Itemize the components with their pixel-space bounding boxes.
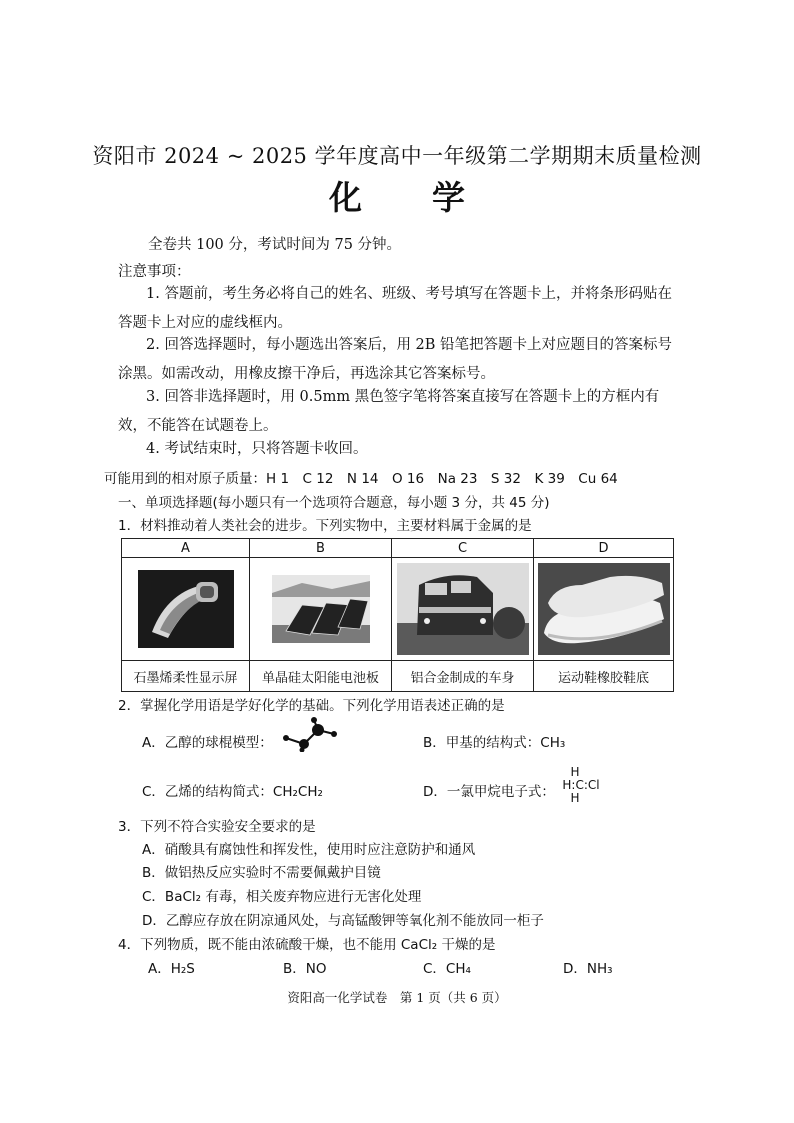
q3-option-c: C．BaCl₂ 有毒，相关废弃物应进行无害化处理 [142,889,422,905]
q3-option-a: A．硝酸具有腐蚀性和挥发性，使用时应注意防护和通风 [142,842,476,858]
ethanol-ball-stick-model [274,716,346,752]
option-header: A [122,539,250,558]
subject-title: 化学 [329,178,535,217]
option-label: 铝合金制成的车身 [392,661,534,692]
score-time: 全卷共 100 分，考试时间为 75 分钟。 [148,237,402,253]
option-label: 单晶硅太阳能电池板 [250,661,392,692]
option-header: B [250,539,392,558]
option-label: 石墨烯柔性显示屏 [122,661,250,692]
notice-title: 注意事项： [118,264,191,280]
q4-option-c: C．CH₄ [423,961,471,977]
q3-option-b: B．做铝热反应实验时不需要佩戴护目镜 [142,865,381,881]
notice-item: 2. 回答选择题时，每小题选出答案后，用 2B 铅笔把答题卡上对应题目的答案标号涂黑。如需改动，用橡皮擦干净后，再选涂其它答案标号。 [118,337,673,382]
exam-title: 资阳市 2024 ~ 2025 学年度高中一年级第二学期期末质量检测 [92,144,702,168]
solar-panel-photo [250,558,392,661]
formula-bottom-h: H [570,791,580,805]
q2-option-d: D．一氯甲烷电子式： [423,784,555,800]
question-1-stem: 1．材料推动着人类社会的进步。下列实物中，主要材料属于金属的是 [118,518,532,534]
sneaker-photo [534,558,674,661]
page-footer: 资阳高一化学试卷 第 1 页（共 6 页） [287,990,507,1005]
q2-option-b: B．甲基的结构式：CH₃ [423,735,566,751]
atomic-masses: 可能用到的相对原子质量：H 1 C 12 N 14 O 16 Na 23 S 32 K 39 Cu 64 [104,471,618,487]
q2-option-a: A．乙醇的球棍模型： [142,735,273,751]
notice-item: 3. 回答非选择题时，用 0.5mm 黑色签字笔将答案直接写在答题卡上的方框内有效，不能答在试题卷上。 [118,389,660,434]
chloromethane-electron-formula [553,766,609,805]
section-heading: 一、单项选择题(每小题只有一个选项符合题意，每小题 3 分，共 45 分) [118,495,550,511]
question-3-stem: 3．下列不符合实验安全要求的是 [118,819,316,835]
train-photo [392,558,534,661]
q4-option-a: A．H₂S [148,961,195,977]
graphene-screen-photo [122,558,250,661]
option-header: C [392,539,534,558]
q4-option-b: B．NO [283,961,327,977]
q2-option-c: C．乙烯的结构简式：CH₂CH₂ [142,784,323,800]
question-4-stem: 4．下列物质，既不能由浓硫酸干燥，也不能用 CaCl₂ 干燥的是 [118,937,496,953]
notice-item: 4. 考试结束时，只将答题卡收回。 [146,441,368,457]
question-1-table [121,538,674,692]
formula-middle: H:C:Cl [562,778,600,792]
question-2-stem: 2．掌握化学用语是学好化学的基础。下列化学用语表述正确的是 [118,698,505,714]
q3-option-d: D．乙醇应存放在阴凉通风处，与高锰酸钾等氧化剂不能放同一柜子 [142,913,544,929]
formula-top-h: H [570,765,580,779]
option-header: D [534,539,674,558]
q4-option-d: D．NH₃ [563,961,613,977]
option-label: 运动鞋橡胶鞋底 [534,661,674,692]
notice-item: 1. 答题前，考生务必将自己的姓名、班级、考号填写在答题卡上，并将条形码贴在答题卡上对应的虚线框内。 [118,286,672,331]
